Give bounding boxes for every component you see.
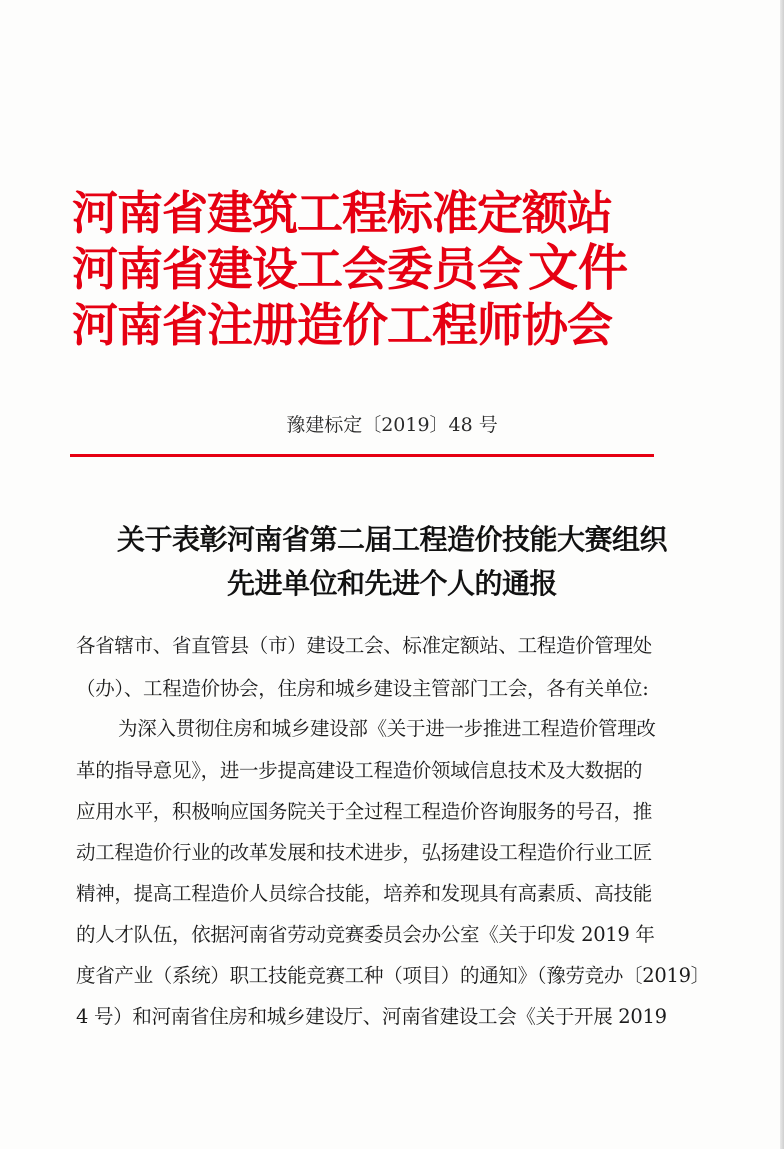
body-line: 为深入贯彻住房和城乡建设部《关于进一步推进工程造价管理改 <box>118 717 656 740</box>
body-line: 的人才队伍，依据河南省劳动竞赛委员会办公室《关于印发 2019 年 <box>76 923 655 946</box>
issuer-name-1: 河南省建筑工程标准定额站 <box>72 186 612 240</box>
body-line: 应用水平，积极响应国务院关于全过程工程造价咨询服务的号召，推 <box>76 800 653 823</box>
document-number: 豫建标定〔2019〕48 号 <box>286 414 498 436</box>
body-line: 度省产业（系统）职工技能竞赛工种（项目）的通知》（豫劳竞办〔2019〕 <box>76 964 710 987</box>
issuer-name-3: 河南省注册造价工程师协会 <box>72 298 612 352</box>
body-line: 4 号）和河南省住房和城乡建设厅、河南省建设工会《关于开展 2019 <box>76 1005 667 1028</box>
issuer-name-2: 河南省建设工会委员会 <box>72 242 522 296</box>
body-line: （办）、工程造价协会，住房和城乡建设主管部门工会，各有关单位: <box>76 677 649 700</box>
notice-title-line-2: 先进单位和先进个人的通报 <box>226 567 557 600</box>
body-line: 各省辖市、省直管县（市）建设工会、标准定额站、工程造价管理处 <box>76 634 653 657</box>
body-line: 革的指导意见》，进一步提高建设工程造价领域信息技术及大数据的 <box>76 759 643 782</box>
notice-title-line-1: 关于表彰河南省第二届工程造价技能大赛组织 <box>116 523 667 556</box>
document-suffix: 文件 <box>528 238 628 297</box>
red-divider-rule <box>70 454 654 457</box>
body-line: 精神，提高工程造价人员综合技能，培养和发现具有高素质、高技能 <box>76 882 653 905</box>
body-line: 动工程造价行业的改革发展和技术进步，弘扬建设工程造价行业工匠 <box>76 841 653 864</box>
red-header <box>72 186 692 356</box>
